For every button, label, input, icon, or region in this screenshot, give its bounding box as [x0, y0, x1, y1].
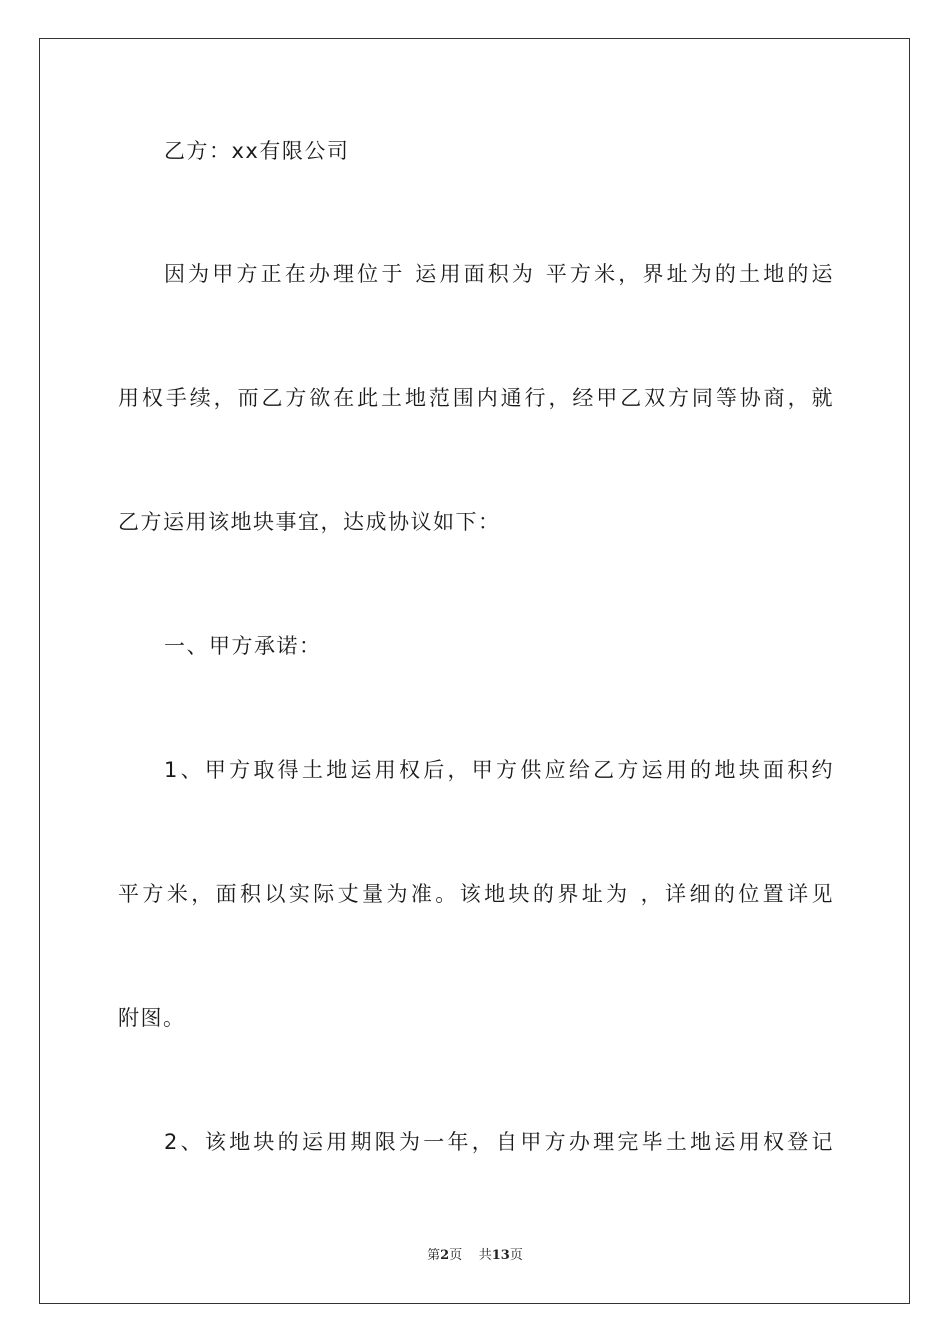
paragraph-line: 乙方运用该地块事宜，达成协议如下：: [118, 510, 501, 534]
page-number: 2: [440, 1248, 450, 1263]
paragraph-line: 用权手续，而乙方欲在此土地范围内通行，经甲乙双方同等协商，就: [118, 386, 834, 410]
page-prefix: 第: [427, 1248, 441, 1263]
party-b-line: 乙方：xx有限公司: [164, 139, 350, 163]
section-heading: 一、甲方承诺：: [164, 634, 322, 658]
paragraph-line: 附图。: [118, 1006, 186, 1030]
paragraph-line: 因为甲方正在办理位于 运用面积为 平方米，界址为的土地的运: [164, 262, 834, 286]
paragraph-line: 平方米，面积以实际丈量为准。该地块的界址为 ，详细的位置详见: [118, 882, 834, 906]
page-suffix: 页: [449, 1248, 463, 1263]
page-footer: [0, 1246, 950, 1266]
paragraph-line: 1、甲方取得土地运用权后，甲方供应给乙方运用的地块面积约: [164, 758, 834, 782]
paragraph-line: 2、该地块的运用期限为一年，自甲方办理完毕土地运用权登记: [164, 1130, 834, 1154]
total-prefix: 共: [478, 1248, 492, 1263]
total-suffix: 页: [509, 1248, 523, 1263]
page-border: [39, 38, 910, 1304]
total-pages: 13: [491, 1248, 510, 1263]
